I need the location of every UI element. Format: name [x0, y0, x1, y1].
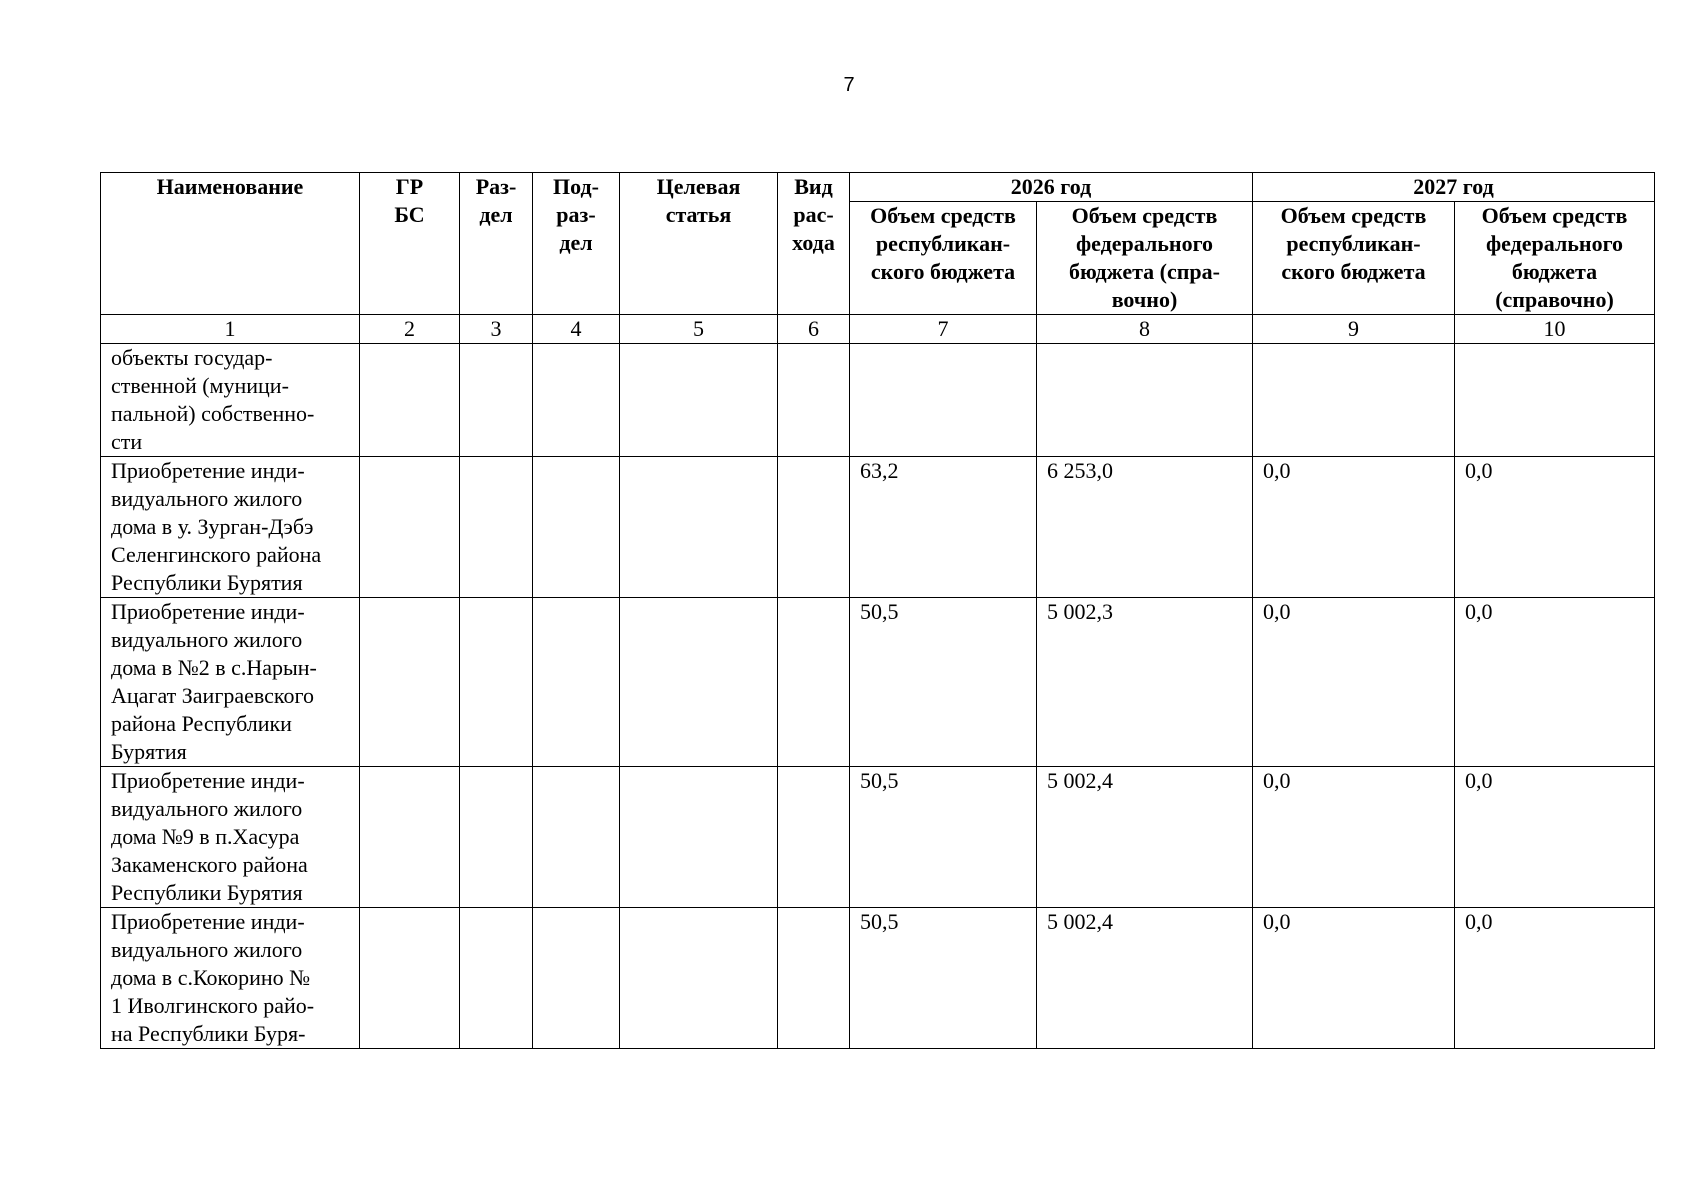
row-name: Приобретение инди- видуального жилого дома в №2 в с.Нарын- Ацагат Заиграевского района Республики Бурятия [101, 598, 360, 767]
cell-rep-2027: 0,0 [1253, 908, 1455, 1049]
cell-fed-2026: 5 002,3 [1037, 598, 1253, 767]
cell-grbs [360, 908, 460, 1049]
cell-podrazdel [533, 344, 620, 457]
cell-razdel [460, 767, 533, 908]
cell-fed-2027: 0,0 [1455, 767, 1655, 908]
table-row [101, 767, 1655, 908]
header-grbs: ГР БС [360, 173, 460, 315]
row-name: Приобретение инди- видуального жилого дома в у. Зурган-Дэбэ Селенгинского района Республики Бурятия [101, 457, 360, 598]
cell-fed-2027: 0,0 [1455, 908, 1655, 1049]
cell-vid [778, 457, 850, 598]
column-number: 2 [360, 315, 460, 344]
column-number: 8 [1037, 315, 1253, 344]
column-number: 1 [101, 315, 360, 344]
cell-grbs [360, 767, 460, 908]
table-row [101, 344, 1655, 457]
budget-table [100, 172, 1655, 1049]
cell-grbs [360, 598, 460, 767]
cell-tselevaya [620, 598, 778, 767]
cell-fed-2027 [1455, 344, 1655, 457]
cell-grbs [360, 344, 460, 457]
cell-rep-2026: 63,2 [850, 457, 1037, 598]
cell-rep-2027: 0,0 [1253, 598, 1455, 767]
header-podrazdel: Под- раз- дел [533, 173, 620, 315]
table-row [101, 598, 1655, 767]
cell-razdel [460, 344, 533, 457]
cell-rep-2026 [850, 344, 1037, 457]
cell-fed-2026 [1037, 344, 1253, 457]
cell-vid [778, 344, 850, 457]
column-number: 7 [850, 315, 1037, 344]
header-year-2027: 2027 год [1253, 173, 1655, 202]
header-rep-budget-2026: Объем средств республикан- ского бюджета [850, 202, 1037, 315]
row-name: Приобретение инди- видуального жилого дома №9 в п.Хасура Закаменского района Республики Бурятия [101, 767, 360, 908]
row-name: Приобретение инди- видуального жилого дома в с.Кокорино № 1 Иволгинского райо- на Республики Буря- [101, 908, 360, 1049]
header-razdel: Раз- дел [460, 173, 533, 315]
cell-podrazdel [533, 598, 620, 767]
cell-podrazdel [533, 908, 620, 1049]
cell-vid [778, 767, 850, 908]
cell-rep-2027: 0,0 [1253, 457, 1455, 598]
cell-fed-2026: 5 002,4 [1037, 767, 1253, 908]
header-tselevaya-statya: Целевая статья [620, 173, 778, 315]
cell-podrazdel [533, 457, 620, 598]
column-number: 3 [460, 315, 533, 344]
header-row-top [101, 173, 1655, 202]
column-number: 5 [620, 315, 778, 344]
cell-vid [778, 598, 850, 767]
cell-podrazdel [533, 767, 620, 908]
cell-rep-2026: 50,5 [850, 767, 1037, 908]
cell-grbs [360, 457, 460, 598]
column-number-row [101, 315, 1655, 344]
cell-fed-2026: 5 002,4 [1037, 908, 1253, 1049]
header-vid-rashoda: Вид рас- хода [778, 173, 850, 315]
header-fed-budget-2027: Объем средств федерального бюджета (справочно) [1455, 202, 1655, 315]
cell-razdel [460, 457, 533, 598]
column-number: 4 [533, 315, 620, 344]
table-row [101, 457, 1655, 598]
cell-rep-2026: 50,5 [850, 598, 1037, 767]
column-number: 6 [778, 315, 850, 344]
cell-tselevaya [620, 767, 778, 908]
cell-tselevaya [620, 344, 778, 457]
cell-razdel [460, 598, 533, 767]
header-fed-budget-2026: Объем средств федерального бюджета (спра- вочно) [1037, 202, 1253, 315]
table-row [101, 908, 1655, 1049]
header-rep-budget-2027: Объем средств республикан- ского бюджета [1253, 202, 1455, 315]
cell-fed-2027: 0,0 [1455, 457, 1655, 598]
cell-tselevaya [620, 457, 778, 598]
column-number: 9 [1253, 315, 1455, 344]
cell-fed-2027: 0,0 [1455, 598, 1655, 767]
cell-vid [778, 908, 850, 1049]
header-year-2026: 2026 год [850, 173, 1253, 202]
cell-rep-2026: 50,5 [850, 908, 1037, 1049]
cell-rep-2027: 0,0 [1253, 767, 1455, 908]
cell-razdel [460, 908, 533, 1049]
header-name: Наименование [101, 173, 360, 315]
row-name: объекты государ- ственной (муници- пальной) собственно- сти [101, 344, 360, 457]
page-number: 7 [843, 74, 855, 96]
column-number: 10 [1455, 315, 1655, 344]
cell-fed-2026: 6 253,0 [1037, 457, 1253, 598]
cell-rep-2027 [1253, 344, 1455, 457]
cell-tselevaya [620, 908, 778, 1049]
